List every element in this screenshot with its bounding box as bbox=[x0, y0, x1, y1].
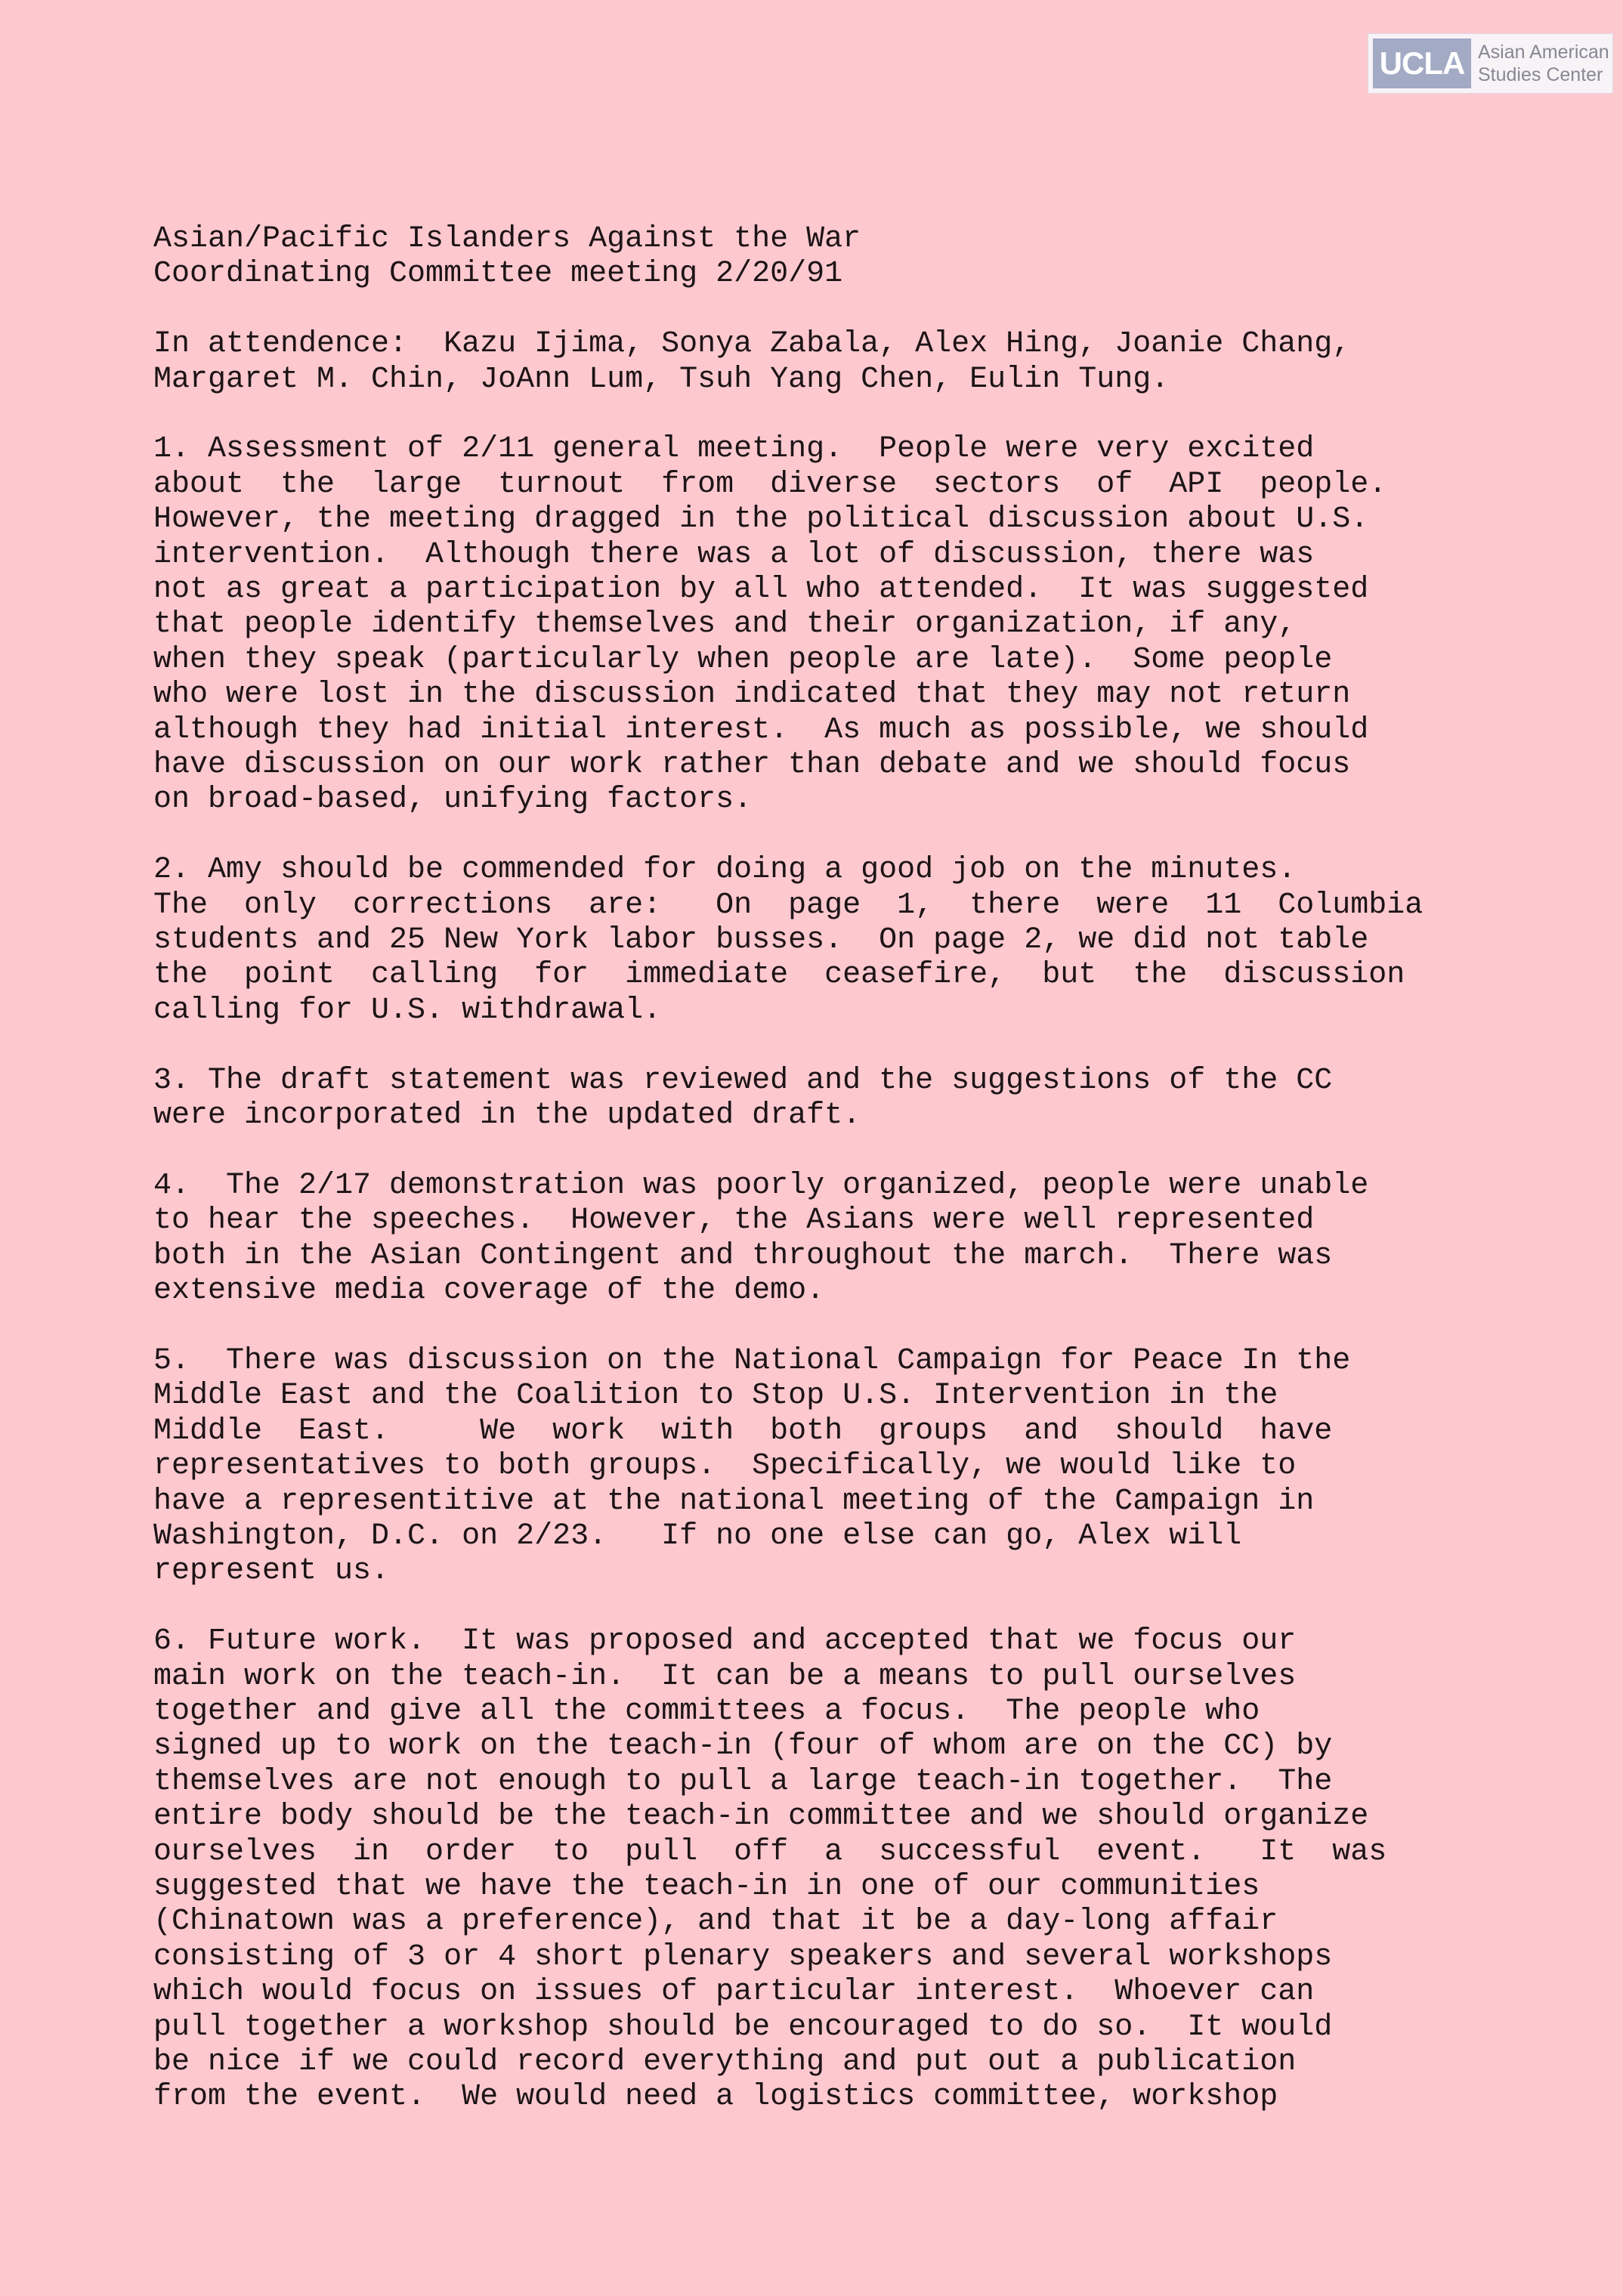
document-body bbox=[153, 222, 1447, 2115]
center-name-line1: Asian American bbox=[1478, 42, 1609, 63]
meeting-line: Coordinating Committee meeting 2/20/91 bbox=[153, 257, 843, 292]
item-2-minutes: 2. Amy should be commended for doing a good job on the minutes. The only corrections are: On page 1, there were 11 Columbia students and 25 New York labor busses. On page 2, we did not table the point calling for immediate ceasefire, but the discussion calling for U.S. withdrawal. bbox=[153, 853, 1424, 1027]
header bbox=[153, 222, 1447, 292]
center-name bbox=[1478, 41, 1609, 86]
attendance-paragraph: In attendence: Kazu Ijima, Sonya Zabala, Alex Hing, Joanie Chang, Margaret M. Chin, JoAnn Lum, Tsuh Yang Chen, Eulin Tung. bbox=[153, 327, 1351, 397]
item-4-demonstration: 4. The 2/17 demonstration was poorly organized, people were unable to hear the speeches. However, the Asians were well represented both in the Asian Contingent and throughout the march. There was extensive media coverage of the demo. bbox=[153, 1168, 1369, 1309]
center-name-line2: Studies Center bbox=[1478, 64, 1603, 85]
document-title: Asian/Pacific Islanders Against the War bbox=[153, 222, 861, 256]
ucla-logo: UCLA bbox=[1373, 39, 1471, 88]
item-5-campaign: 5. There was discussion on the National Campaign for Peace In the Middle East and the Coalition to Stop U.S. Intervention in the Middle East. We work with both groups and should have representatives to both groups. Specifically, we would like to have a representitive at the national meeting of the Campaign in Washington, D.C. on 2/23. If no one else can go, Alex will represent us. bbox=[153, 1343, 1351, 1589]
item-1-assessment: 1. Assessment of 2/11 general meeting. People were very excited about the large turnout from diverse sectors of API people. However, the meeting dragged in the political discussion about U.S. intervention. Although there was a lot of discussion, there was not as great a participation by all who attended. It was suggested that people identify themselves and their organization, if any, when they speak (particularly when people are late). Some people who were lost in the discussion indicated that they may not return although they had initial interest. As much as possible, we should have discussion on our work rather than debate and we should focus on broad-based, unifying factors. bbox=[153, 432, 1387, 817]
ucla-aasc-stamp bbox=[1368, 33, 1613, 94]
item-3-draft-statement: 3. The draft statement was reviewed and the suggestions of the CC were incorporated in the updated draft. bbox=[153, 1063, 1333, 1133]
item-6-future-work: 6. Future work. It was proposed and accepted that we focus our main work on the teach-in. It can be a means to pull ourselves together and give all the committees a focus. The people who signed up to work on the teach-in (four of whom are on the CC) by themselves are not enough to pull a large teach-in together. The entire body should be the teach-in committee and we should organize ourselves in order to pull off a successful event. It was suggested that we have the teach-in in one of our communities (Chinatown was a preference), and that it be a day-long affair consisting of 3 or 4 short plenary speakers and several workshops which would focus on issues of particular interest. Whoever can pull together a workshop should be encouraged to do so. It would be nice if we could record everything and put out a publication from the event. We would need a logistics committee, workshop bbox=[153, 1624, 1387, 2115]
